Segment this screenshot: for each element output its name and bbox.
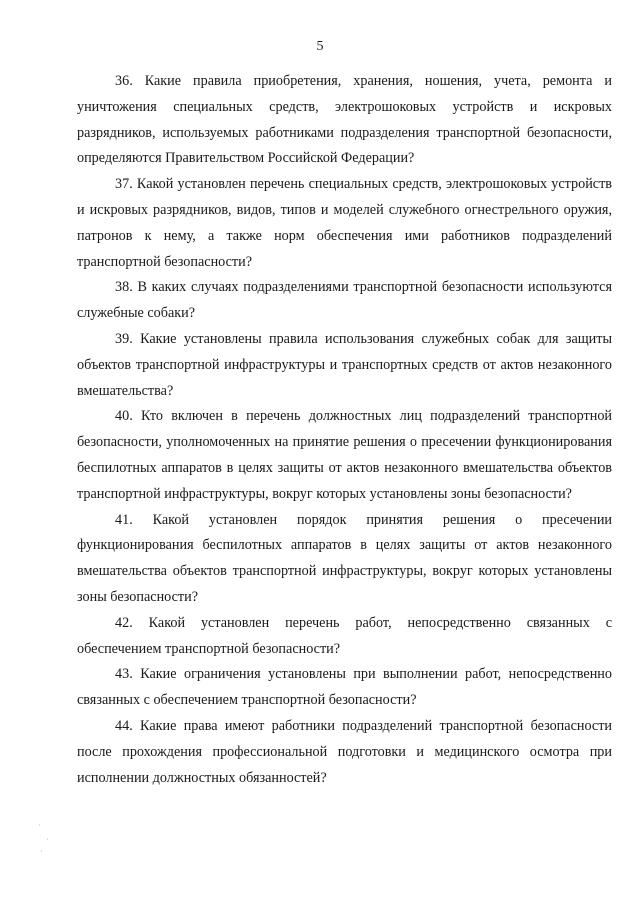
scan-speck: · — [40, 847, 43, 856]
question-44: 44. Какие права имеют работники подразделений транспортной безопасности после прохождения профессиональной подготовки и медицинского осмотра при исполнении должностных обязанностей? — [77, 717, 612, 786]
question-36: 36. Какие правила приобретения, хранения, ношения, учета, ремонта и уничтожения специальных средств, электрошоковых устройств и искровых разрядников, используемых работниками подразделения транспортной безопасности, определяются Правительством Российской Федерации? — [77, 73, 612, 167]
question-38: 38. В каких случаях подразделениями транспортной безопасности используются служебные собаки? — [77, 279, 612, 322]
question-39: 39. Какие установлены правила использования служебных собак для защиты объектов транспортной инфраструктуры и транспортных средств от актов незаконного вмешательства? — [77, 330, 612, 399]
page-number: 5 — [316, 39, 324, 54]
question-37: 37. Какой установлен перечень специальных средств, электрошоковых устройств и искровых разрядников, видов, типов и моделей служебного огнестрельного оружия, патронов к нему, а также норм обеспечения ими работников подразделений транспортной безопасности? — [77, 176, 612, 270]
question-43: 43. Какие ограничения установлены при выполнении работ, непосредственно связанных с обеспечением транспортной безопасности? — [77, 666, 612, 709]
scan-speck: · — [46, 835, 49, 844]
question-42: 42. Какой установлен перечень работ, непосредственно связанных с обеспечением транспортной безопасности? — [77, 614, 612, 657]
question-41: 41. Какой установлен порядок принятия решения о пресечении функционирования беспилотных аппаратов в целях защиты от актов незаконного вмешательства объектов транспортной инфраструктуры, вокруг которых установлены зоны безопасности? — [77, 511, 612, 605]
scan-speck: · — [38, 821, 41, 830]
question-40: 40. Кто включен в перечень должностных лиц подразделений транспортной безопасности, уполномоченных на принятие решения о пресечении функционирования беспилотных аппаратов в целях защиты от актов незаконного вмешательства объектов транспортной инфраструктуры, вокруг которых установлены зоны безопасности? — [77, 408, 612, 502]
question-list — [77, 69, 612, 791]
